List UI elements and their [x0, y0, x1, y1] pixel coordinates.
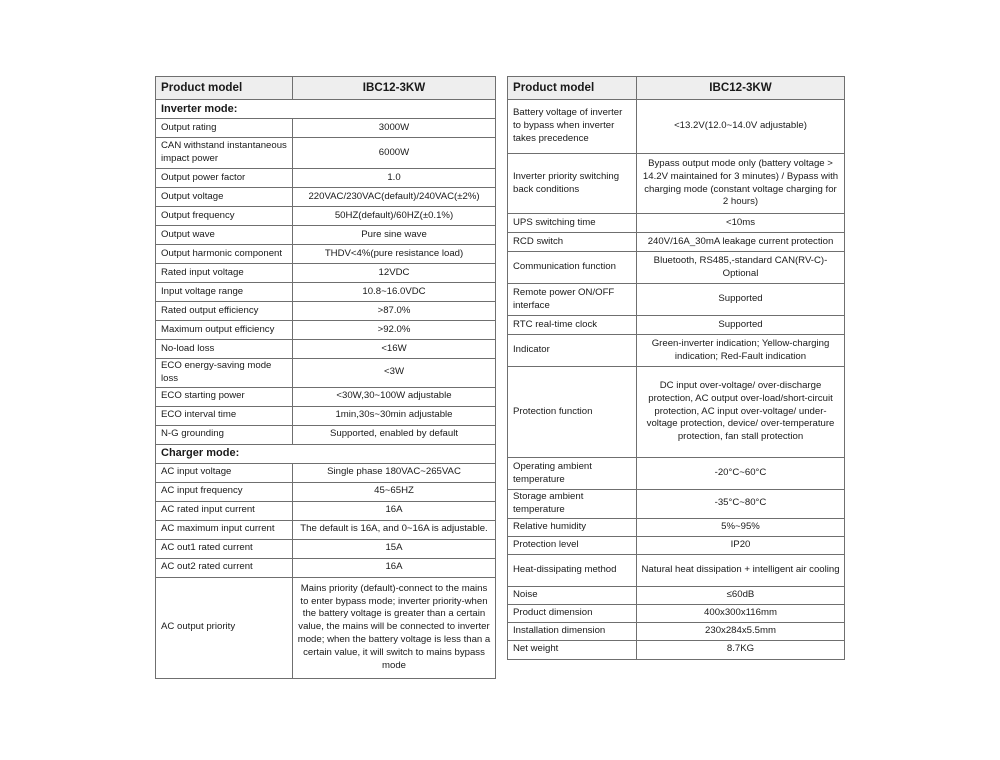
- spec-value: <16W: [293, 340, 496, 359]
- spec-value: IP20: [637, 536, 845, 554]
- table-row: [508, 622, 845, 640]
- spec-label: ECO energy-saving mode loss: [156, 359, 293, 388]
- spec-label: No-load loss: [156, 340, 293, 359]
- table-row: [156, 264, 496, 283]
- spec-value: 50HZ(default)/60HZ(±0.1%): [293, 207, 496, 226]
- spec-value: 15A: [293, 539, 496, 558]
- spec-value: -20°C~60°C: [637, 458, 845, 490]
- spec-value: 8.7KG: [637, 640, 845, 659]
- spec-value: Mains priority (default)-connect to the mains to enter bypass mode; inverter priority-when the battery voltage is greater than a certain value, the mains will be connected to inverter mode; when the battery voltage is less than a certain value, it will switch to mains bypass mode: [293, 577, 496, 678]
- table-row: [508, 536, 845, 554]
- spec-value: Bluetooth, RS485,-standard CAN(RV-C)-Optional: [637, 252, 845, 284]
- table-row: [156, 302, 496, 321]
- spec-label: Noise: [508, 586, 637, 604]
- table-row: [508, 284, 845, 316]
- spec-value: Bypass output mode only (battery voltage > 14.2V maintained for 3 minutes) / Bypass with charging mode (constant voltage charging for 2 hours): [637, 154, 845, 214]
- spec-value: 220VAC/230VAC(default)/240VAC(±2%): [293, 188, 496, 207]
- spec-label: Installation dimension: [508, 622, 637, 640]
- spec-label: Relative humidity: [508, 518, 637, 536]
- spec-label: Remote power ON/OFF interface: [508, 284, 637, 316]
- table-row: [156, 207, 496, 226]
- spec-label: Rated output efficiency: [156, 302, 293, 321]
- table-row: [156, 188, 496, 207]
- spec-value: 3000W: [293, 119, 496, 138]
- table-row: [508, 233, 845, 252]
- spec-label: RCD switch: [508, 233, 637, 252]
- table-row: [156, 387, 496, 406]
- table-row: [156, 340, 496, 359]
- right-spec-table: [507, 76, 845, 660]
- table-row: [508, 518, 845, 536]
- spec-value: 230x284x5.5mm: [637, 622, 845, 640]
- section-row: [156, 100, 496, 119]
- spec-value: -35°C~80°C: [637, 490, 845, 519]
- table-row: [156, 406, 496, 425]
- spec-label: AC out1 rated current: [156, 539, 293, 558]
- table-row: [156, 245, 496, 264]
- right-table-body: [508, 100, 845, 660]
- spec-label: AC out2 rated current: [156, 558, 293, 577]
- left-spec-table: [155, 76, 496, 679]
- spec-value: 16A: [293, 558, 496, 577]
- table-row: [156, 501, 496, 520]
- spec-label: Net weight: [508, 640, 637, 659]
- spec-label: Maximum output efficiency: [156, 321, 293, 340]
- spec-value: <10ms: [637, 214, 845, 233]
- spec-label: AC maximum input current: [156, 520, 293, 539]
- spec-value: <3W: [293, 359, 496, 388]
- spec-label: UPS switching time: [508, 214, 637, 233]
- table-row: [156, 321, 496, 340]
- header-label: Product model: [156, 77, 293, 100]
- table-row: [156, 558, 496, 577]
- table-row: [508, 586, 845, 604]
- spec-value: >87.0%: [293, 302, 496, 321]
- table-row: [156, 463, 496, 482]
- table-row: [508, 214, 845, 233]
- spec-value: Pure sine wave: [293, 226, 496, 245]
- table-row: [156, 539, 496, 558]
- table-row: [156, 119, 496, 138]
- header-label: Product model: [508, 77, 637, 100]
- table-row: [508, 100, 845, 154]
- table-row: [156, 425, 496, 444]
- spec-label: Operating ambient temperature: [508, 458, 637, 490]
- spec-value: ≤60dB: [637, 586, 845, 604]
- spec-value: 10.8~16.0VDC: [293, 283, 496, 302]
- spec-value: >92.0%: [293, 321, 496, 340]
- table-row: [508, 490, 845, 519]
- spec-label: Output frequency: [156, 207, 293, 226]
- table-row: [156, 169, 496, 188]
- spec-label: Product dimension: [508, 604, 637, 622]
- table-row: [508, 335, 845, 367]
- table-row: [508, 554, 845, 586]
- spec-label: N-G grounding: [156, 425, 293, 444]
- table-row: [508, 367, 845, 458]
- spec-value: Supported, enabled by default: [293, 425, 496, 444]
- header-value: IBC12-3KW: [637, 77, 845, 100]
- header-value: IBC12-3KW: [293, 77, 496, 100]
- spec-value: Supported: [637, 284, 845, 316]
- spec-label: Rated input voltage: [156, 264, 293, 283]
- table-row: [508, 252, 845, 284]
- spec-label: CAN withstand instantaneous impact power: [156, 138, 293, 169]
- table-row: [156, 520, 496, 539]
- table-row: [156, 577, 496, 678]
- spec-label: Output rating: [156, 119, 293, 138]
- spec-value: Supported: [637, 316, 845, 335]
- spec-value: 6000W: [293, 138, 496, 169]
- spec-label: Output harmonic component: [156, 245, 293, 264]
- spec-value: <13.2V(12.0~14.0V adjustable): [637, 100, 845, 154]
- spec-label: Communication function: [508, 252, 637, 284]
- spec-label: Output voltage: [156, 188, 293, 207]
- table-row: [508, 458, 845, 490]
- spec-value: Natural heat dissipation + intelligent air cooling: [637, 554, 845, 586]
- spec-value: Single phase 180VAC~265VAC: [293, 463, 496, 482]
- spec-label: Battery voltage of inverter to bypass when inverter takes precedence: [508, 100, 637, 154]
- table-row: [156, 138, 496, 169]
- table-row: [156, 226, 496, 245]
- spec-label: ECO interval time: [156, 406, 293, 425]
- spec-value: 12VDC: [293, 264, 496, 283]
- spec-label: AC output priority: [156, 577, 293, 678]
- table-row: [508, 154, 845, 214]
- spec-value: The default is 16A, and 0~16A is adjustable.: [293, 520, 496, 539]
- spec-label: AC input frequency: [156, 482, 293, 501]
- spec-label: Output power factor: [156, 169, 293, 188]
- spec-value: 16A: [293, 501, 496, 520]
- spec-label: Indicator: [508, 335, 637, 367]
- section-title: Inverter mode:: [156, 100, 496, 119]
- spec-label: Heat-dissipating method: [508, 554, 637, 586]
- spec-value: 1min,30s~30min adjustable: [293, 406, 496, 425]
- table-row: [508, 316, 845, 335]
- spec-label: Output wave: [156, 226, 293, 245]
- table-row: [156, 283, 496, 302]
- spec-value: 1.0: [293, 169, 496, 188]
- spec-value: DC input over-voltage/ over-discharge protection, AC output over-load/short-circuit protection, AC input over-voltage/ under-voltage protection, device/ over-temperature protection, fan stall protection: [637, 367, 845, 458]
- table-header-row: [508, 77, 845, 100]
- spec-value: THDV<4%(pure resistance load): [293, 245, 496, 264]
- spec-value: 240V/16A_30mA leakage current protection: [637, 233, 845, 252]
- table-row: [156, 359, 496, 388]
- table-row: [156, 482, 496, 501]
- spec-label: Storage ambient temperature: [508, 490, 637, 519]
- spec-label: AC input voltage: [156, 463, 293, 482]
- spec-label: Protection function: [508, 367, 637, 458]
- section-row: [156, 444, 496, 463]
- spec-label: Input voltage range: [156, 283, 293, 302]
- left-table-body: [156, 100, 496, 679]
- spec-label: AC rated input current: [156, 501, 293, 520]
- table-row: [508, 640, 845, 659]
- spec-value: 400x300x116mm: [637, 604, 845, 622]
- table-row: [508, 604, 845, 622]
- spec-value: <30W,30~100W adjustable: [293, 387, 496, 406]
- spec-label: ECO starting power: [156, 387, 293, 406]
- spec-label: Protection level: [508, 536, 637, 554]
- spec-label: RTC real-time clock: [508, 316, 637, 335]
- spec-value: Green-inverter indication; Yellow-charging indication; Red-Fault indication: [637, 335, 845, 367]
- spec-label: Inverter priority switching back conditions: [508, 154, 637, 214]
- table-header-row: [156, 77, 496, 100]
- section-title: Charger mode:: [156, 444, 496, 463]
- spec-value: 45~65HZ: [293, 482, 496, 501]
- spec-value: 5%~95%: [637, 518, 845, 536]
